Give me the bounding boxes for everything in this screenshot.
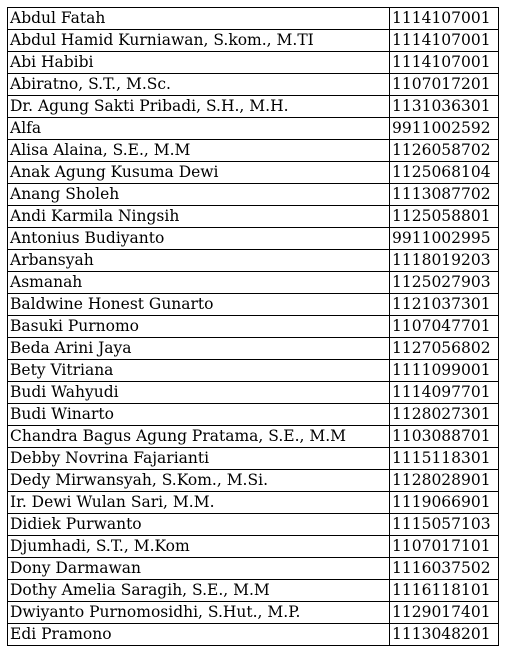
table-row: [8, 316, 499, 338]
id-cell[interactable]: 1131036301: [390, 96, 499, 118]
table-row: [8, 162, 499, 184]
name-cell[interactable]: Budi Winarto: [8, 404, 390, 426]
name-cell[interactable]: Abdul Hamid Kurniawan, S.kom., M.TI: [8, 30, 390, 52]
name-cell[interactable]: Dedy Mirwansyah, S.Kom., M.Si.: [8, 470, 390, 492]
name-cell[interactable]: Arbansyah: [8, 250, 390, 272]
id-cell[interactable]: 1121037301: [390, 294, 499, 316]
name-cell[interactable]: Dothy Amelia Saragih, S.E., M.M: [8, 580, 390, 602]
id-cell[interactable]: 1114107001: [390, 30, 499, 52]
name-cell[interactable]: Ir. Dewi Wulan Sari, M.M.: [8, 492, 390, 514]
table-row: [8, 74, 499, 96]
id-cell[interactable]: 1116037502: [390, 558, 499, 580]
id-cell[interactable]: 1116118101: [390, 580, 499, 602]
table-row: [8, 272, 499, 294]
name-cell[interactable]: Dony Darmawan: [8, 558, 390, 580]
table-row: [8, 448, 499, 470]
table-row: [8, 624, 499, 646]
name-cell[interactable]: Abiratno, S.T., M.Sc.: [8, 74, 390, 96]
table-row: [8, 558, 499, 580]
name-cell[interactable]: Anang Sholeh: [8, 184, 390, 206]
id-cell[interactable]: 1125027903: [390, 272, 499, 294]
id-cell[interactable]: 1128027301: [390, 404, 499, 426]
table-row: [8, 184, 499, 206]
name-cell[interactable]: Edi Pramono: [8, 624, 390, 646]
id-cell[interactable]: 1115118301: [390, 448, 499, 470]
table-row: [8, 602, 499, 624]
id-cell[interactable]: 1107017201: [390, 74, 499, 96]
name-cell[interactable]: Abdul Fatah: [8, 8, 390, 30]
id-cell[interactable]: 1114107001: [390, 52, 499, 74]
id-cell[interactable]: 1127056802: [390, 338, 499, 360]
id-cell[interactable]: 9911002995: [390, 228, 499, 250]
table-row: [8, 96, 499, 118]
table-row: [8, 118, 499, 140]
id-cell[interactable]: 1118019203: [390, 250, 499, 272]
id-cell[interactable]: 9911002592: [390, 118, 499, 140]
name-cell[interactable]: Andi Karmila Ningsih: [8, 206, 390, 228]
id-cell[interactable]: 1115057103: [390, 514, 499, 536]
name-cell[interactable]: Didiek Purwanto: [8, 514, 390, 536]
table-row: [8, 360, 499, 382]
name-cell[interactable]: Dr. Agung Sakti Pribadi, S.H., M.H.: [8, 96, 390, 118]
table-row: [8, 206, 499, 228]
name-cell[interactable]: Basuki Purnomo: [8, 316, 390, 338]
id-cell[interactable]: 1126058702: [390, 140, 499, 162]
name-cell[interactable]: Dwiyanto Purnomosidhi, S.Hut., M.P.: [8, 602, 390, 624]
table-row: [8, 338, 499, 360]
id-cell[interactable]: 1103088701: [390, 426, 499, 448]
name-cell[interactable]: Debby Novrina Fajarianti: [8, 448, 390, 470]
table-row: [8, 492, 499, 514]
spreadsheet-area: [7, 7, 499, 646]
name-cell[interactable]: Bety Vitriana: [8, 360, 390, 382]
id-cell[interactable]: 1107047701: [390, 316, 499, 338]
table-row: [8, 8, 499, 30]
table-row: [8, 382, 499, 404]
table-row: [8, 426, 499, 448]
name-cell[interactable]: Antonius Budiyanto: [8, 228, 390, 250]
name-cell[interactable]: Anak Agung Kusuma Dewi: [8, 162, 390, 184]
name-id-table: [7, 7, 499, 646]
name-cell[interactable]: Budi Wahyudi: [8, 382, 390, 404]
name-cell[interactable]: Alisa Alaina, S.E., M.M: [8, 140, 390, 162]
table-row: [8, 140, 499, 162]
id-cell[interactable]: 1111099001: [390, 360, 499, 382]
table-row: [8, 536, 499, 558]
table-row: [8, 30, 499, 52]
name-cell[interactable]: Alfa: [8, 118, 390, 140]
id-cell[interactable]: 1119066901: [390, 492, 499, 514]
table-row: [8, 404, 499, 426]
id-cell[interactable]: 1125058801: [390, 206, 499, 228]
id-cell[interactable]: 1107017101: [390, 536, 499, 558]
name-cell[interactable]: Chandra Bagus Agung Pratama, S.E., M.M: [8, 426, 390, 448]
name-cell[interactable]: Abi Habibi: [8, 52, 390, 74]
id-cell[interactable]: 1113087702: [390, 184, 499, 206]
name-cell[interactable]: Asmanah: [8, 272, 390, 294]
id-cell[interactable]: 1113048201: [390, 624, 499, 646]
id-cell[interactable]: 1125068104: [390, 162, 499, 184]
id-cell[interactable]: 1128028901: [390, 470, 499, 492]
id-cell[interactable]: 1129017401: [390, 602, 499, 624]
table-row: [8, 294, 499, 316]
table-row: [8, 52, 499, 74]
table-body: [8, 8, 499, 646]
name-cell[interactable]: Baldwine Honest Gunarto: [8, 294, 390, 316]
table-row: [8, 514, 499, 536]
id-cell[interactable]: 1114097701: [390, 382, 499, 404]
name-cell[interactable]: Beda Arini Jaya: [8, 338, 390, 360]
table-row: [8, 470, 499, 492]
name-cell[interactable]: Djumhadi, S.T., M.Kom: [8, 536, 390, 558]
table-row: [8, 580, 499, 602]
table-row: [8, 250, 499, 272]
table-row: [8, 228, 499, 250]
id-cell[interactable]: 1114107001: [390, 8, 499, 30]
